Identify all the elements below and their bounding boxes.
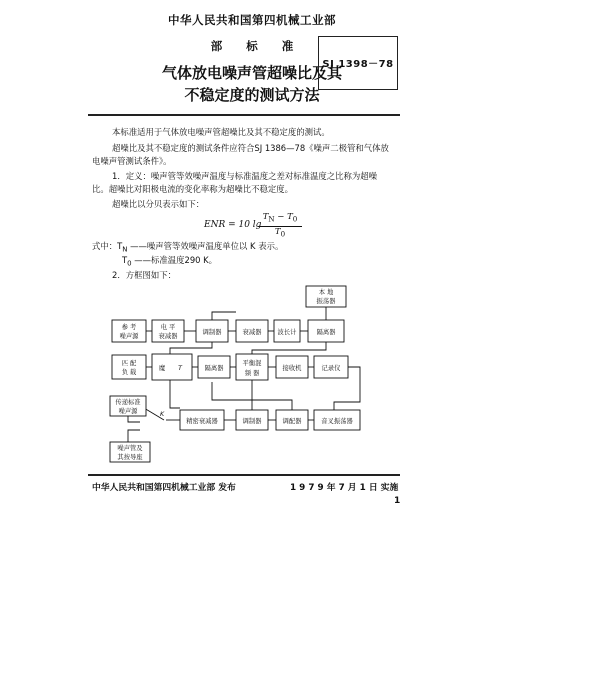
where-label-2: T bbox=[122, 255, 128, 265]
publisher: 中华人民共和国第四机械工业部 发布 bbox=[92, 483, 236, 493]
formula-denominator bbox=[256, 227, 304, 239]
where-text-1: ——噪声管等效噪声温度单位以 K 表示。 bbox=[127, 241, 284, 251]
title-line-2: 不稳定度的测试方法 bbox=[184, 86, 320, 104]
effective-date: 1 9 7 9 年 7 月 1 日 实施 bbox=[290, 483, 399, 493]
scope-paragraph: 本标准适用于气体放电噪声管超噪比及其不稳定度的测试。 bbox=[112, 127, 330, 137]
issuing-ministry: 中华人民共和国第四机械工业部 bbox=[168, 13, 336, 27]
numerator-sub: N bbox=[268, 214, 275, 224]
numerator-sub2: 0 bbox=[292, 214, 298, 224]
conditions-line-2: 电噪声管测试条件》。 bbox=[92, 156, 172, 166]
attenuator-box bbox=[236, 320, 268, 342]
isolator-box-1 bbox=[308, 320, 344, 342]
level-attenuator-label-1: 电 平 bbox=[160, 324, 176, 331]
where-label-1: 式中：T bbox=[92, 241, 123, 251]
standard-char-1: 部 bbox=[210, 39, 223, 53]
footer-rule bbox=[88, 474, 400, 476]
definition-line-2: 比。超噪比对阳极电流的变化率称为超噪比不稳定度。 bbox=[92, 184, 293, 194]
wavemeter-box bbox=[274, 320, 300, 342]
wavemeter-label: 波长计 bbox=[277, 329, 297, 336]
formula-lhs: ENR = 10 lg bbox=[204, 220, 262, 230]
transfer-standard-label-1: 传递标准 bbox=[115, 399, 141, 406]
formula-intro: 超噪比以分贝表示如下： bbox=[112, 199, 205, 209]
noise-tube-label-2: 其按导座 bbox=[117, 454, 143, 461]
block-diagram bbox=[100, 282, 400, 464]
local-oscillator-label-2: 振荡器 bbox=[316, 298, 336, 305]
denominator-t: T bbox=[274, 227, 281, 237]
diagram-intro: 2．方框图如下： bbox=[112, 270, 176, 280]
receiver-box bbox=[276, 356, 308, 378]
numerator-rest: − T bbox=[274, 212, 293, 222]
conditions-line-1: 超噪比及其不稳定度的测试条件应符合SJ 1386—78《噪声二极管和气体放 bbox=[112, 143, 389, 153]
balanced-mixer-box bbox=[236, 354, 268, 380]
balanced-mixer-label-2: 频 器 bbox=[244, 370, 260, 377]
header-rule bbox=[88, 114, 400, 116]
isolator-box-2 bbox=[198, 356, 230, 378]
attenuator-label: 衰减器 bbox=[242, 329, 262, 336]
modulator-box-2 bbox=[236, 410, 268, 430]
modulator-box-1 bbox=[196, 320, 228, 342]
local-oscillator-label-1: 本 地 bbox=[318, 289, 334, 296]
recorder-label: 记录仪 bbox=[321, 365, 341, 372]
reference-noise-label-2: 噪声源 bbox=[119, 333, 139, 340]
modulator-2-label: 调制器 bbox=[242, 418, 262, 425]
standard-char-2: 标 bbox=[246, 39, 258, 53]
reference-noise-source-box bbox=[112, 320, 146, 342]
transfer-standard-label-2: 噪声源 bbox=[118, 408, 138, 415]
tuning-fork-oscillator-label: 音叉振荡器 bbox=[321, 418, 353, 425]
local-oscillator-box bbox=[306, 286, 346, 307]
modulation-control-label: 调配器 bbox=[282, 418, 302, 425]
numerator-t: T bbox=[262, 212, 269, 222]
modulation-control-box bbox=[276, 410, 308, 430]
precision-attenuator-box bbox=[180, 410, 224, 430]
level-attenuator-box bbox=[152, 320, 184, 342]
where-text-2: ——标准温度290 K。 bbox=[131, 255, 218, 265]
standard-char-3: 准 bbox=[281, 39, 294, 53]
magic-tee-label: 魔 bbox=[158, 365, 166, 372]
definition-line-1: 1．定义：噪声管等效噪声温度与标准温度之差对标准温度之比称为超噪 bbox=[112, 171, 377, 181]
magic-tee-box bbox=[152, 354, 192, 380]
noise-tube-label-1: 噪声管及 bbox=[117, 445, 143, 452]
isolator-2-label: 隔离器 bbox=[204, 365, 224, 372]
standard-label bbox=[172, 38, 332, 54]
receiver-label: 接收机 bbox=[282, 365, 302, 372]
matched-load-box bbox=[112, 355, 146, 379]
balanced-mixer-label-1: 平衡混 bbox=[242, 360, 262, 367]
magic-tee-symbol: T bbox=[178, 365, 182, 372]
transfer-standard-box bbox=[110, 396, 146, 416]
precision-attenuator-label: 精密衰减器 bbox=[186, 418, 218, 425]
modulator-1-label: 调制器 bbox=[202, 329, 222, 336]
matched-load-label-2: 负 载 bbox=[121, 369, 137, 376]
recorder-box bbox=[314, 356, 348, 378]
noise-tube-mount-box bbox=[110, 442, 150, 462]
tuning-fork-oscillator-box bbox=[314, 410, 360, 430]
where-sub-2: 0 bbox=[127, 259, 132, 268]
formula-numerator bbox=[256, 212, 304, 224]
title-line-1: 气体放电噪声管超噪比及其 bbox=[161, 64, 342, 82]
standard-code-box bbox=[318, 36, 398, 90]
isolator-1-label: 隔离器 bbox=[316, 329, 336, 336]
matched-load-label-1: 匹 配 bbox=[121, 360, 137, 367]
page-number: 1 bbox=[394, 496, 401, 506]
standard-code: SJ 1398－78 bbox=[322, 59, 394, 70]
reference-noise-label-1: 参 考 bbox=[121, 324, 137, 331]
switch-k-label: K bbox=[160, 411, 165, 418]
level-attenuator-label-2: 衰减器 bbox=[158, 333, 178, 340]
denominator-sub: 0 bbox=[280, 229, 286, 239]
where-sub-1: N bbox=[122, 245, 128, 254]
